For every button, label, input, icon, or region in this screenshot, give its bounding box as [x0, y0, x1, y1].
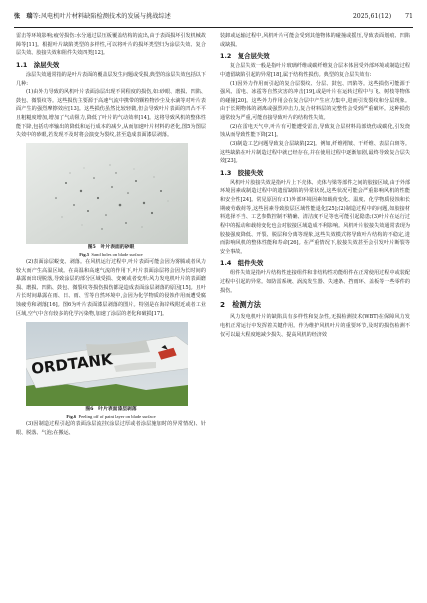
section-heading-1-3: 1.3 胶接失效 — [220, 168, 264, 177]
header-rule — [14, 27, 413, 28]
paragraph-1-2: 复合层失效一般是指叶片玻璃纤维或碳纤维复合层本体因受外部环境或制造过程中遗留缺陷引起的异常[18],属于结构性损伤。典型的复合层失效有: — [220, 63, 410, 78]
header-right — [353, 11, 413, 23]
section-heading-1-4: 1.4 组件失效 — [220, 259, 264, 268]
paragraph-continued: 装卸或运输过程中,风机叶片可能会受到其他物体的碰撞或摇压,导致表面划痕、凹陷或缺损。 — [220, 33, 410, 48]
figure-5-number: Fig.5 — [79, 251, 90, 257]
paragraph-intro: 雷击等环境影响;疲劳损伤:水分通过层压板覆盖结构的流出,由于表面损坏引发机械故障等[11]。根据叶片缺陷类型的多样性,可以将叶片的损坏类型归为涂层失效、复合层失效、胶接失效和阻件失效四类[12]。 — [16, 33, 206, 57]
figure-6-image — [26, 322, 188, 406]
paragraph-2: 风力发电机叶片的缺陷具有多样性和复杂性,无损检测技术(WBT)在保障风力发电机正常运行中发挥着关键作用。作为维护风机叶片的重要环节,及时的损伤检测不仅可以最大程度地减少损失、提高风机的经济效 — [220, 314, 410, 338]
figure-6-caption-cn: 图6 叶片表面漆层剥落 — [85, 406, 137, 413]
header-author: 张 瑞 — [14, 13, 33, 20]
figure-6-caption-en — [16, 413, 206, 420]
header-issue: 2025,61(12) — [352, 13, 392, 20]
blade-brand-logo: ORDTANK — [30, 350, 114, 379]
header-page-number: 71 — [405, 13, 413, 20]
sand-holes-photo — [26, 143, 188, 244]
figure-6-number: Fig.6 — [66, 414, 77, 420]
header-left — [14, 11, 171, 23]
left-column — [16, 32, 206, 438]
paragraph-1-1: 涂层失效通常指的是叶片表面的覆盖层发生问题或受损,典型的涂层失效包括以下几种: — [16, 71, 206, 87]
figure-6-caption-text: Peeling off of paint layer on blade surface — [78, 414, 156, 420]
figure-5-caption-en — [16, 251, 206, 258]
paragraph-1-4: 组件失效是指叶片结构性连接组件和非结构性功能组件在正常使用过程中或装配过程中引起的异常。如防雷系统、涡流发生器、失速条、挡雨环、盖板等一些零件的损伤。 — [220, 270, 410, 294]
figure-5-caption-cn: 图5 叶片表面的砂眼 — [87, 243, 135, 250]
running-header — [14, 11, 413, 25]
paragraph-1-2-b: (2)在雷电天气中,叶片有可能遭受雷击,导致复合层材料局部烧伤或碳化,引发烧蚀从而导致性能下降[21]。 — [220, 123, 410, 139]
paragraph-1-2-a: (1)因外力作用而引起的复合层裂纹、分层、鼓包、凹陷等。这些损伤可能源于强风、雷电、冰雹等自然灾害的冲击[19],或是叶片在运转过程中与飞、树枝等物体的碰撞[20]。这些外力作用会在复合层中产生应力集中,进而引发裂纹和分层现象。由于长期物体的剥离或强烈冲击力,复合材料层的完整性会受到严重破坏。这种损伤通常较为严重,可能直接导致叶片的结构性失效。 — [220, 80, 410, 121]
section-heading-1-1: 1.1 涂层失效 — [16, 60, 60, 69]
section-heading-1-2: 1.2 复合层失效 — [220, 52, 270, 61]
paragraph-1-2-c: (3)制造工艺问题导致复合层缺陷[22]。例如,纤维褶皱、干纤维、表层白斑等。这些缺陷在叶片制造过程中就已经存在,并在使用过程中逐渐加剧,最终导致复合层失效[23]。 — [220, 140, 410, 165]
figure-5-caption-text: Sand holes on blade surface — [91, 251, 143, 257]
paragraph-1-1-c: (3)因制造过程引起的表面涂层流挂(涂层过厚或者涂层施加时的异常情况)、针眼、脱落、气泡;在搬运、 — [16, 421, 206, 436]
peeling-paint-photo — [26, 322, 188, 406]
section-heading-2: 2 检测方法 — [220, 300, 261, 310]
figure-5-image — [26, 143, 188, 244]
right-column — [220, 32, 410, 339]
paragraph-1-1-b: (2)表面涂层蜕变、剥落。在风机运行过程中,叶片表面可能会因为雾腾或者风力较大而产生高温区域。在高温和高速气流的作用下,叶片表面涂层将会因为长时间的暴露而出现脱落,导致涂层的部分区域受损、变硬或者变形;风力发电机叶片的表面磨损、磨损、凹陷、鼓包、微裂纹等损伤损伤都是造成表面涂层剥落的原因[15]。且叶片长时间暴露在雨、日、雨、雪等自然环境中,会因为化学物质的侵蚀作用而遭受腐蚀疲劳和剥落[16]。图6为叶片表面漆层剥落的图片。特别是在海岸线附近或者工业区域,空气中含有较多的化学污染物,加速了涂层的老化和破损[17]。 — [16, 258, 206, 317]
paragraph-1-1-a: (1)由外力导致的风机叶片表面涂层出现不同程度的损伤,如:砂眼、磨损、凹陷、鼓包、微裂纹等。这些损伤主要源于高速气流中携带的颗粒物沙尘及水滴等对叶片表面产生的强烈摩擦效应[13]。这些损伤虽然比较轻微,但会导致叶片表面的凹凸不平且粗糙度增加,增加了气动阻力,降低了叶片的气动效率[14]。这将导致风机的整体性能下降,包括功率输出的降低和运行成本的减少,从而加速叶片材料的老化,图5为图层失效中的砂眼,若发现不及时将会演变为裂纹,甚至造成表面漆层剥落。 — [16, 89, 206, 139]
paragraph-1-3: 风机叶片胶接失效是指叶片上下壳体、壳体与梁等部件之间的胶接区域,由于外部环境因素或制造过程中的遗留缺陷的异常状况,这些状况可能会严重影响风机的性能和安全性[24]。常见原因有:(1)外部环境因素如载荷变化、温度、化学物质侵蚀和长期疲劳载荷等,这些因素导致胶层区域性能退化[25];(2)制造过程中的问题,如胶接材料选择不当、工艺参数控制不精确、清洁度不足等也可能引起隐患;(3)叶片在运行过程中的振动和载荷变化也会对胶接区域造成不利影响。风机叶片胶接失效通常表现为胶接强度降低、开裂、脱层和分离等现象,这些失效模式将导致叶片结构的不稳定,进而影响风机的整体性能和寿命[26]。在严重情况下,胶接失效甚至会引发叶片断裂等安全事故。 — [220, 179, 410, 255]
header-title: 等:风电机叶片材料缺陷检测技术的发展与挑战综述 — [32, 13, 171, 20]
